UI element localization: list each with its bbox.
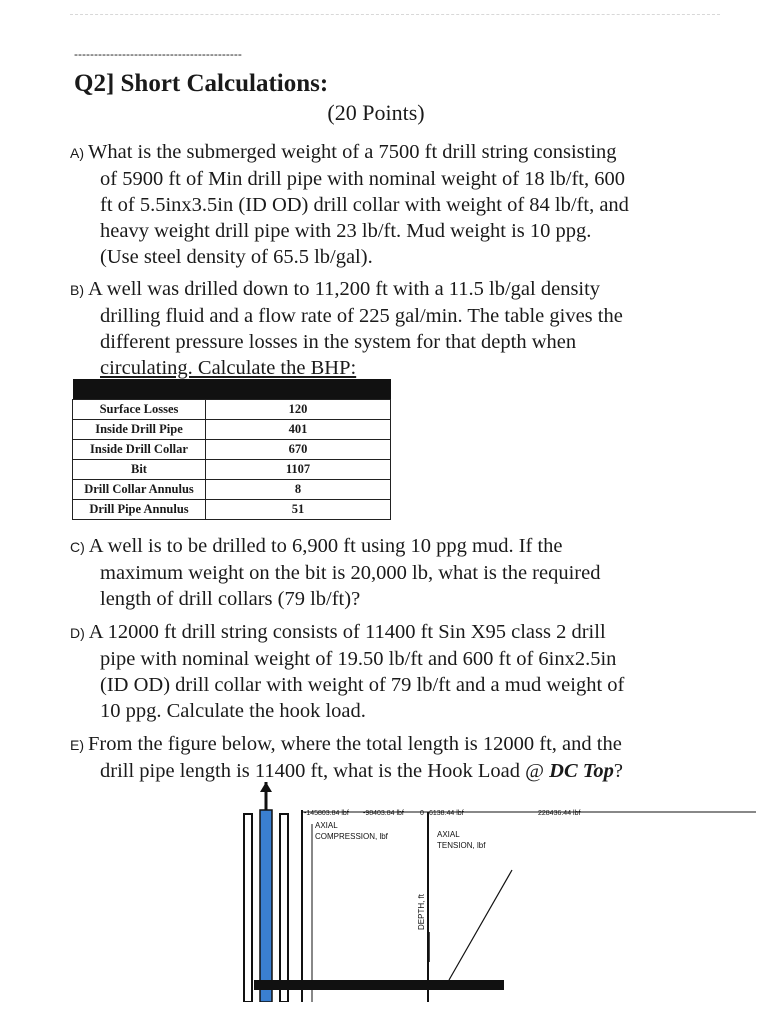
question-c-line: length of drill collars (79 lb/ft)? bbox=[100, 588, 361, 610]
table-header-bar bbox=[73, 379, 391, 400]
tension-load-line bbox=[449, 870, 512, 980]
loss-value: 401 bbox=[206, 420, 391, 440]
question-e bbox=[70, 731, 720, 784]
question-c-line: maximum weight on the bit is 20,000 lb, what is the required bbox=[100, 562, 601, 584]
loss-label: Inside Drill Collar bbox=[73, 440, 206, 460]
question-b-line: drilling fluid and a flow rate of 225 gal/min. The table gives the bbox=[100, 305, 623, 327]
table-row bbox=[73, 500, 391, 520]
question-e-letter: E) bbox=[70, 737, 84, 753]
loss-value: 8 bbox=[206, 480, 391, 500]
question-d-line: A 12000 ft drill string consists of 11400 ft Sin X95 class 2 drill bbox=[88, 621, 606, 643]
drill-pipe bbox=[260, 810, 272, 1002]
table-row bbox=[73, 420, 391, 440]
question-b-line: A well was drilled down to 11,200 ft with a 11.5 lb/gal density bbox=[88, 278, 601, 300]
loss-label: Bit bbox=[73, 460, 206, 480]
question-d-line: pipe with nominal weight of 19.50 lb/ft and 600 ft of 6inx2.5in bbox=[100, 648, 617, 670]
tension-label: TENSION, lbf bbox=[437, 841, 486, 850]
question-a-line: What is the submerged weight of a 7500 ft drill string consisting bbox=[88, 141, 617, 163]
question-d-line: 10 ppg. Calculate the hook load. bbox=[100, 700, 366, 722]
compression-label: COMPRESSION, lbf bbox=[315, 832, 388, 841]
loss-value: 670 bbox=[206, 440, 391, 460]
question-b-letter: B) bbox=[70, 282, 84, 298]
question-b bbox=[70, 276, 720, 381]
top-faint-rule bbox=[70, 14, 720, 15]
question-c-line: A well is to be drilled to 6,900 ft using 10 ppg mud. If the bbox=[88, 535, 563, 557]
loss-label: Inside Drill Pipe bbox=[73, 420, 206, 440]
question-b-line: circulating. Calculate the BHP: bbox=[100, 357, 357, 379]
tick-label: 228436.44 lbf bbox=[538, 810, 581, 817]
tick-label: 6138.44 lbf bbox=[429, 810, 464, 817]
question-a-line: ft of 5.5inx3.5in (ID OD) drill collar with weight of 84 lb/ft, and bbox=[100, 194, 629, 216]
question-c bbox=[70, 533, 720, 612]
question-c-letter: C) bbox=[70, 539, 85, 555]
pressure-loss-table bbox=[72, 379, 391, 520]
tick-label: -98403.84 lbf bbox=[363, 810, 404, 817]
table-row bbox=[73, 480, 391, 500]
question-b-line: different pressure losses in the system for that depth when bbox=[100, 331, 577, 353]
table-row bbox=[73, 460, 391, 480]
loss-label: Surface Losses bbox=[73, 400, 206, 420]
loss-value: 1107 bbox=[206, 460, 391, 480]
axial-load-diagram bbox=[236, 782, 756, 1002]
section-heading: Q2] Short Calculations: bbox=[74, 70, 329, 97]
tick-label: 0 bbox=[420, 810, 424, 817]
question-a-line: heavy weight drill pipe with 23 lb/ft. Mud weight is 10 ppg. bbox=[100, 220, 592, 242]
tick-label: -145803.84 lbf bbox=[304, 810, 349, 817]
up-arrow-icon bbox=[260, 782, 272, 792]
dc-top-emphasis: DC Top bbox=[549, 760, 614, 782]
loss-label: Drill Pipe Annulus bbox=[73, 500, 206, 520]
question-a bbox=[70, 139, 720, 270]
loss-label: Drill Collar Annulus bbox=[73, 480, 206, 500]
question-d bbox=[70, 619, 720, 724]
question-a-letter: A) bbox=[70, 145, 84, 161]
wellbore-right-wall bbox=[280, 814, 288, 1002]
table-row bbox=[73, 400, 391, 420]
tension-label: AXIAL bbox=[437, 830, 460, 839]
separator-line: ------------------------------------------ bbox=[74, 47, 242, 61]
compression-label: AXIAL bbox=[315, 821, 338, 830]
question-a-line: (Use steel density of 65.5 lb/gal). bbox=[100, 246, 373, 268]
loss-value: 120 bbox=[206, 400, 391, 420]
points-label: (20 Points) bbox=[327, 100, 425, 125]
question-e-line: drill pipe length is 11400 ft, what is the Hook Load @ DC Top? bbox=[100, 760, 623, 782]
wellbore-left-wall bbox=[244, 814, 252, 1002]
question-e-line: From the figure below, where the total length is 12000 ft, and the bbox=[88, 733, 622, 755]
question-a-line: of 5900 ft of Min drill pipe with nominal weight of 18 lb/ft, 600 bbox=[100, 168, 625, 190]
bottom-bar bbox=[254, 980, 504, 990]
loss-value: 51 bbox=[206, 500, 391, 520]
table-row bbox=[73, 440, 391, 460]
question-d-letter: D) bbox=[70, 625, 85, 641]
axial-load-figure bbox=[236, 782, 756, 1002]
question-d-line: (ID OD) drill collar with weight of 79 lb/ft and a mud weight of bbox=[100, 674, 625, 696]
depth-label: DEPTH, ft bbox=[417, 893, 426, 930]
